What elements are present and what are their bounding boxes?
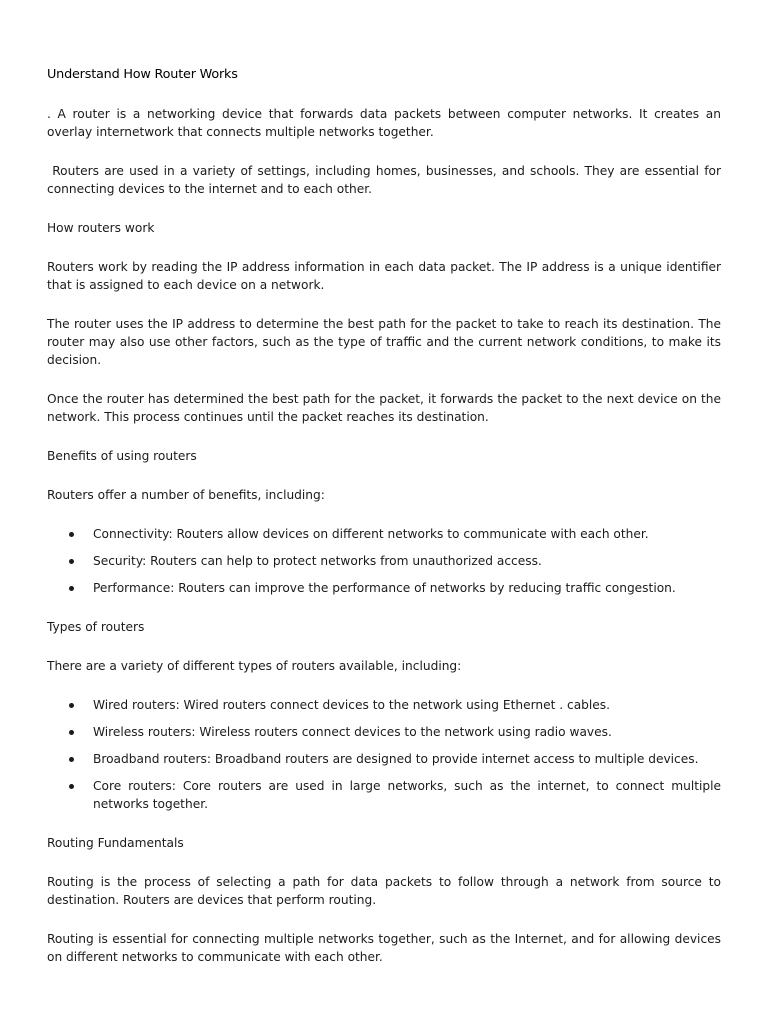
list-item [47,552,721,570]
list-item-text: Performance: Routers can improve the performance of networks by reducing traffic congestion. [93,581,676,595]
section-heading-benefits: Benefits of using routers [47,449,197,463]
types-intro: There are a variety of different types of routers available, including: [47,659,462,673]
section-heading-types: Types of routers [47,620,145,634]
benefits-list [47,525,721,597]
document-title: Understand How Router Works [47,67,238,82]
bullet-icon [69,757,74,762]
list-item-text: Core routers: Core routers are used in large networks, such as the internet, to connect multiple networks together. [93,779,721,811]
bullet-icon [69,784,74,789]
bullet-icon [69,730,74,735]
benefits-intro: Routers offer a number of benefits, including: [47,488,325,502]
intro-paragraph-1: . A router is a networking device that forwards data packets between computer networks. It creates an overlay internetwork that connects multiple networks together. [47,107,721,139]
list-item-text: Connectivity: Routers allow devices on different networks to communicate with each other. [93,527,649,541]
list-item-text: Broadband routers: Broadband routers are designed to provide internet access to multiple devices. [93,752,699,766]
routing-paragraph-1: Routing is the process of selecting a path for data packets to follow through a network from source to destination. Routers are devices that perform routing. [47,875,721,907]
section-heading-routing-fundamentals: Routing Fundamentals [47,836,184,850]
bullet-icon [69,532,74,537]
bullet-icon [69,559,74,564]
how-paragraph-1: Routers work by reading the IP address information in each data packet. The IP address is a unique identifier that is assigned to each device on a network. [47,260,721,292]
list-item [47,723,721,741]
list-item-text: Wired routers: Wired routers connect devices to the network using Ethernet . cables. [93,698,611,712]
list-item-text: Wireless routers: Wireless routers connect devices to the network using radio waves. [93,725,612,739]
how-paragraph-2: The router uses the IP address to determine the best path for the packet to take to reach its destination. The router may also use other factors, such as the type of traffic and the current network conditions, to make its decision. [47,317,721,367]
list-item-text: Security: Routers can help to protect networks from unauthorized access. [93,554,542,568]
list-item [47,696,721,714]
bullet-icon [69,703,74,708]
list-item [47,777,721,813]
document-page [47,66,725,987]
list-item [47,750,721,768]
list-item [47,525,721,543]
intro-paragraph-2: Routers are used in a variety of settings, including homes, businesses, and schools. They are essential for connecting devices to the internet and to each other. [47,164,725,196]
bullet-icon [69,586,74,591]
list-item [47,579,721,597]
routing-paragraph-2: Routing is essential for connecting multiple networks together, such as the Internet, and for allowing devices on different networks to communicate with each other. [47,932,721,964]
how-paragraph-3: Once the router has determined the best path for the packet, it forwards the packet to the next device on the network. This process continues until the packet reaches its destination. [47,392,721,424]
types-list [47,696,721,813]
section-heading-how-routers-work: How routers work [47,221,155,235]
